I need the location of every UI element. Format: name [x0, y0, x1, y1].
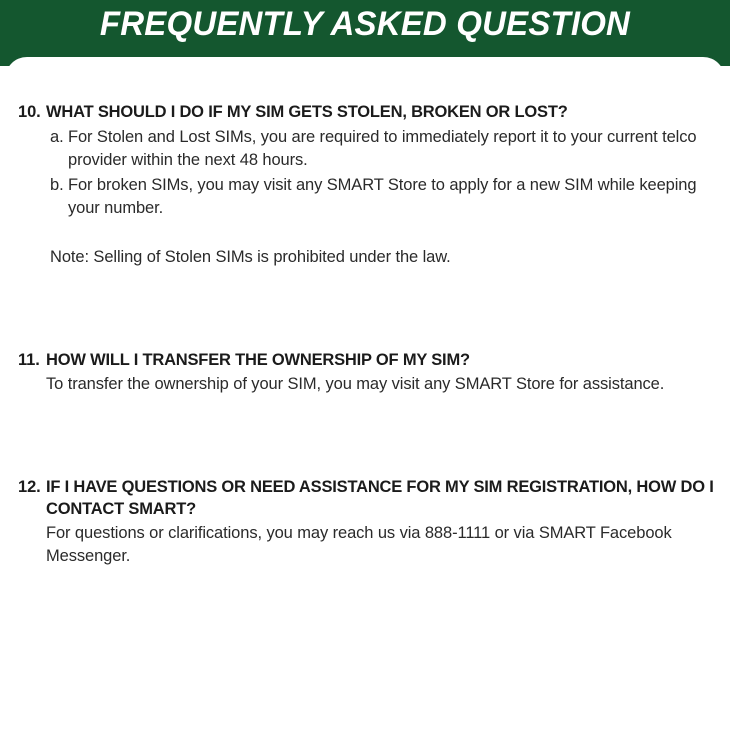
faq-answer: To transfer the ownership of your SIM, you may visit any SMART Store for assistance.	[46, 375, 665, 393]
faq-sub-marker: a.	[50, 128, 64, 146]
faq-note: Note: Selling of Stolen SIMs is prohibited under the law.	[50, 248, 451, 266]
faq-sub-text: For broken SIMs, you may visit any SMART Store to apply for a new SIM while keeping your number.	[68, 176, 697, 217]
faq-list	[18, 101, 718, 568]
faq-question-text: IF I HAVE QUESTIONS OR NEED ASSISTANCE FOR MY SIM REGISTRATION, HOW DO I CONTACT SMART?	[46, 478, 714, 518]
faq-sub-text: For Stolen and Lost SIMs, you are required to immediately report it to your current telco provider within the next 48 hours.	[68, 128, 697, 169]
faq-sub-item-b	[50, 174, 718, 220]
faq-sub-list	[50, 126, 718, 220]
faq-answer: For questions or clarifications, you may reach us via 888-1111 or via SMART Facebook Messenger.	[46, 524, 672, 565]
faq-question-row	[18, 101, 718, 123]
faq-question-row	[18, 476, 718, 520]
faq-item-12	[18, 476, 718, 568]
faq-sub-item-a	[50, 126, 718, 172]
faq-number: 11.	[18, 351, 40, 369]
faq-number: 12.	[18, 478, 41, 496]
faq-number: 10.	[18, 103, 41, 121]
faq-sub-marker: b.	[50, 176, 64, 194]
faq-question-text: HOW WILL I TRANSFER THE OWNERSHIP OF MY SIM?	[46, 351, 470, 369]
faq-item-10	[18, 101, 718, 269]
content-card	[5, 57, 725, 730]
faq-question-row	[18, 349, 718, 371]
faq-item-11	[18, 349, 718, 396]
page-title: FREQUENTLY ASKED QUESTION	[99, 5, 631, 43]
faq-question-text: WHAT SHOULD I DO IF MY SIM GETS STOLEN, BROKEN OR LOST?	[46, 103, 568, 121]
